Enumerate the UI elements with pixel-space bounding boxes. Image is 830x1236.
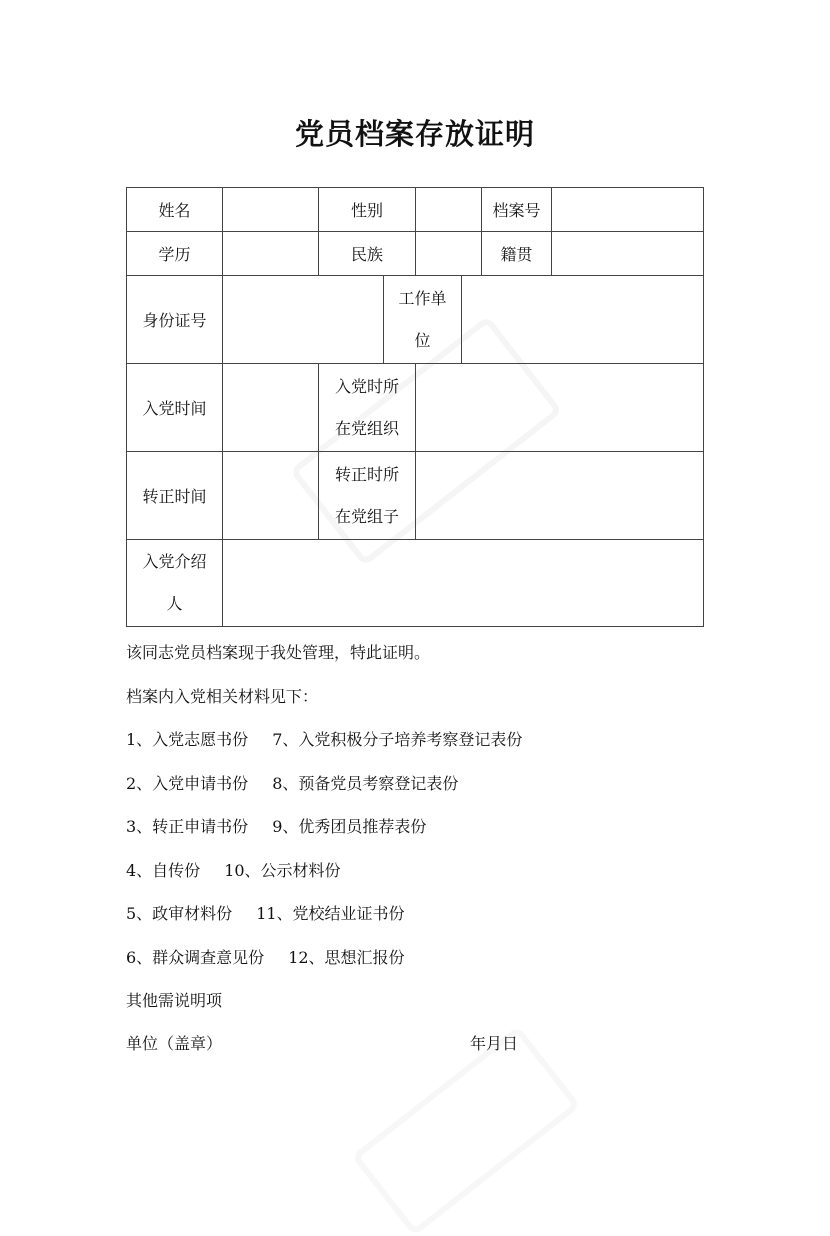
date-label: 年月日	[470, 1034, 519, 1053]
ethnicity-label-cell: 民族	[318, 231, 416, 276]
material-item-12: 12、思想汇报份	[288, 948, 405, 967]
material-item-11: 11、党校结业证书份	[256, 904, 405, 923]
gender-label-cell: 性别	[318, 187, 416, 232]
join-org-value-cell[interactable]	[415, 363, 704, 452]
name-value-cell[interactable]	[222, 187, 319, 232]
list-item	[126, 901, 405, 924]
page-title: 党员档案存放证明	[294, 117, 535, 151]
native-place-value-cell[interactable]	[551, 231, 704, 276]
material-item-5: 5、政审材料份	[126, 904, 233, 923]
regular-time-label-cell: 转正时间	[126, 451, 223, 540]
list-item	[126, 771, 458, 794]
native-place-label-cell: 籍贯	[481, 231, 552, 276]
introducer-value-cell[interactable]	[222, 539, 704, 627]
work-unit-label-line1: 工作单	[398, 288, 447, 308]
material-item-6: 6、群众调查意见份	[126, 948, 265, 967]
regular-org-label-line2: 在党组子	[334, 506, 399, 526]
join-org-label-line2: 在党组织	[334, 418, 399, 438]
id-label-cell: 身份证号	[126, 275, 223, 364]
regular-org-label-line1: 转正时所	[334, 464, 399, 484]
other-notes: 其他需说明项	[126, 991, 223, 1010]
work-unit-label-line2: 位	[414, 330, 431, 350]
regular-time-value-cell[interactable]	[222, 451, 319, 540]
join-org-label-line1: 入党时所	[334, 376, 399, 396]
material-item-8: 8、预备党员考察登记表份	[272, 774, 459, 793]
education-value-cell[interactable]	[222, 231, 319, 276]
file-no-value-cell[interactable]	[551, 187, 704, 232]
statement-text: 该同志党员档案现于我处管理，特此证明。	[126, 643, 431, 662]
id-value-cell[interactable]	[222, 275, 384, 364]
material-item-4: 4、自传份	[126, 861, 201, 880]
list-item	[126, 814, 426, 837]
work-unit-value-cell[interactable]	[461, 275, 704, 364]
material-item-10: 10、公示材料份	[224, 861, 341, 880]
introducer-label-line2: 人	[166, 594, 183, 613]
material-item-7: 7、入党积极分子培养考察登记表份	[272, 730, 523, 749]
material-item-2: 2、入党申请书份	[126, 774, 249, 793]
file-no-label-cell: 档案号	[481, 187, 552, 232]
material-item-1: 1、入党志愿书份	[126, 730, 249, 749]
material-item-3: 3、转正申请书份	[126, 817, 249, 836]
list-item	[126, 858, 341, 881]
materials-heading: 档案内入党相关材料见下：	[126, 687, 319, 706]
unit-seal: 单位（盖章）	[126, 1034, 223, 1053]
watermark-stamp-bottom	[351, 1026, 581, 1236]
name-label-cell: 姓名	[126, 187, 223, 232]
gender-value-cell[interactable]	[415, 187, 482, 232]
regular-org-value-cell[interactable]	[415, 451, 704, 540]
join-org-label-cell	[318, 363, 416, 452]
introducer-label-cell	[126, 539, 223, 627]
list-item	[126, 945, 405, 968]
introducer-label-line1: 入党介绍	[142, 552, 207, 571]
list-item	[126, 727, 522, 750]
material-item-9: 9、优秀团员推荐表份	[272, 817, 427, 836]
join-time-value-cell[interactable]	[222, 363, 319, 452]
ethnicity-value-cell[interactable]	[415, 231, 482, 276]
join-time-label-cell: 入党时间	[126, 363, 223, 452]
work-unit-label-cell	[383, 275, 462, 364]
education-label-cell: 学历	[126, 231, 223, 276]
regular-org-label-cell	[318, 451, 416, 540]
